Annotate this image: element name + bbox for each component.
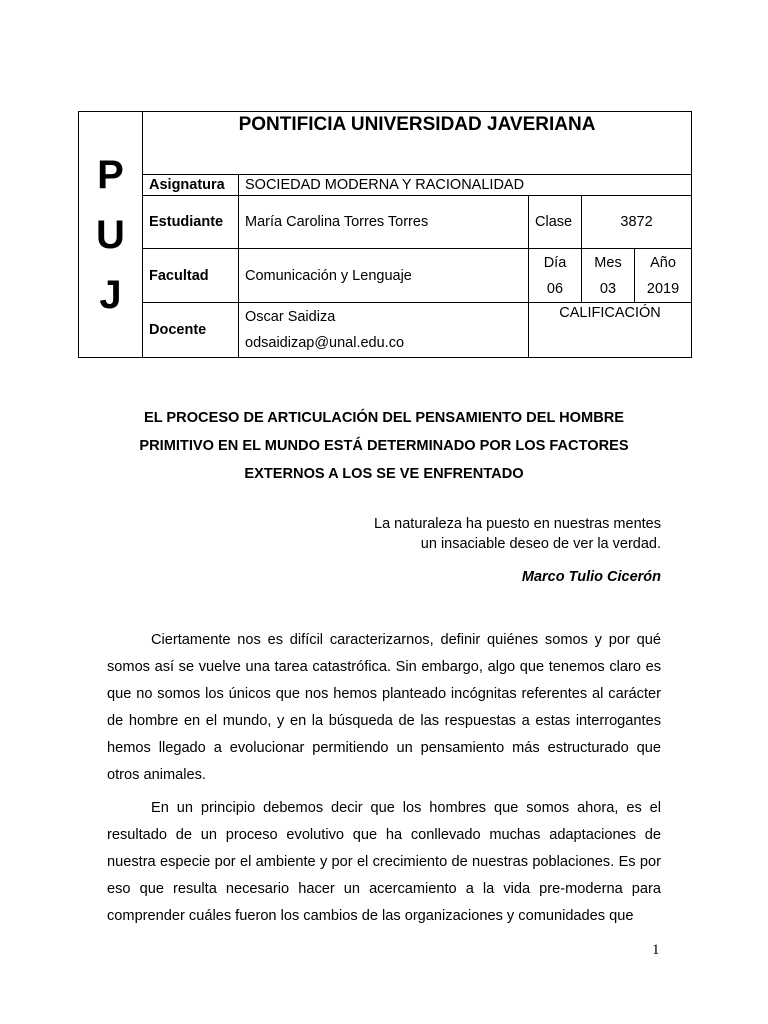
body-text: [107, 627, 661, 936]
page-number: 1: [652, 942, 660, 958]
faculty-value: Comunicación y Lenguaje: [239, 249, 529, 303]
subject-value: SOCIEDAD MODERNA Y RACIONALIDAD: [239, 175, 692, 196]
epigraph-line: La naturaleza ha puesto en nuestras mentes: [374, 516, 661, 532]
logo-letter-j: J: [99, 272, 122, 317]
subject-label: Asignatura: [143, 175, 239, 196]
year-value: 2019: [646, 280, 680, 297]
day-label: Día: [543, 254, 567, 271]
year-label: Año: [650, 254, 676, 271]
puj-logo: [79, 112, 143, 358]
epigraph-author: Marco Tulio Cicerón: [521, 569, 661, 585]
class-label: Clase: [529, 196, 582, 249]
grade-label: CALIFICACIÓN: [559, 305, 661, 321]
month-label: Mes: [594, 254, 622, 271]
paragraph: Ciertamente nos es difícil caracterizarnos, definir quiénes somos y por qué somos así se vuelve una tarea catastrófica. Sin embargo, algo que tenemos claro es que no somos los únicos que nos hemos planteado incógnitas referentes al carácter de hombre en el mundo, y en la búsqueda de las respuestas a estas interrogantes hemos llegado a evolucionar permitiendo un pensamiento más estructurado que otros animales.: [107, 632, 661, 783]
logo-letter-u: U: [96, 212, 125, 257]
course-header-table: [78, 111, 692, 358]
title-line: PRIMITIVO EN EL MUNDO ESTÁ DETERMINADO POR LOS FACTORES: [139, 438, 629, 454]
student-label: Estudiante: [143, 196, 239, 249]
year-cell: [635, 249, 692, 303]
university-name-cell: [143, 112, 692, 175]
logo-letter-p: P: [97, 152, 124, 197]
month-value: 03: [599, 280, 617, 297]
document-title: [108, 404, 660, 488]
day-cell: [529, 249, 582, 303]
paragraph: En un principio debemos decir que los hombres que somos ahora, es el resultado de un proceso evolutivo que ha conllevado muchas adaptaciones de nuestra especie por el ambiente y por el crecimiento de nuestras poblaciones. Es por eso que resulta necesario hacer un acercamiento a la vida pre-moderna para comprender cuáles fueron los cambios de las organizaciones y comunidades que: [107, 800, 661, 924]
epigraph-quote: [374, 514, 661, 554]
teacher-label: Docente: [143, 303, 239, 358]
epigraph-line: un insaciable deseo de ver la verdad.: [420, 536, 661, 552]
teacher-name: Oscar Saidiza: [245, 309, 336, 325]
faculty-label: Facultad: [143, 249, 239, 303]
university-name: PONTIFICIA UNIVERSIDAD JAVERIANA: [238, 114, 596, 135]
title-line: EXTERNOS A LOS SE VE ENFRENTADO: [244, 466, 524, 482]
month-cell: [582, 249, 635, 303]
student-value: María Carolina Torres Torres: [239, 196, 529, 249]
teacher-email: odsaidizap@unal.edu.co: [245, 335, 405, 351]
grade-cell: [529, 303, 692, 358]
day-value: 06: [546, 280, 564, 297]
class-value: 3872: [582, 196, 692, 249]
teacher-cell: [239, 303, 529, 358]
title-line: EL PROCESO DE ARTICULACIÓN DEL PENSAMIENTO DEL HOMBRE: [143, 410, 625, 426]
